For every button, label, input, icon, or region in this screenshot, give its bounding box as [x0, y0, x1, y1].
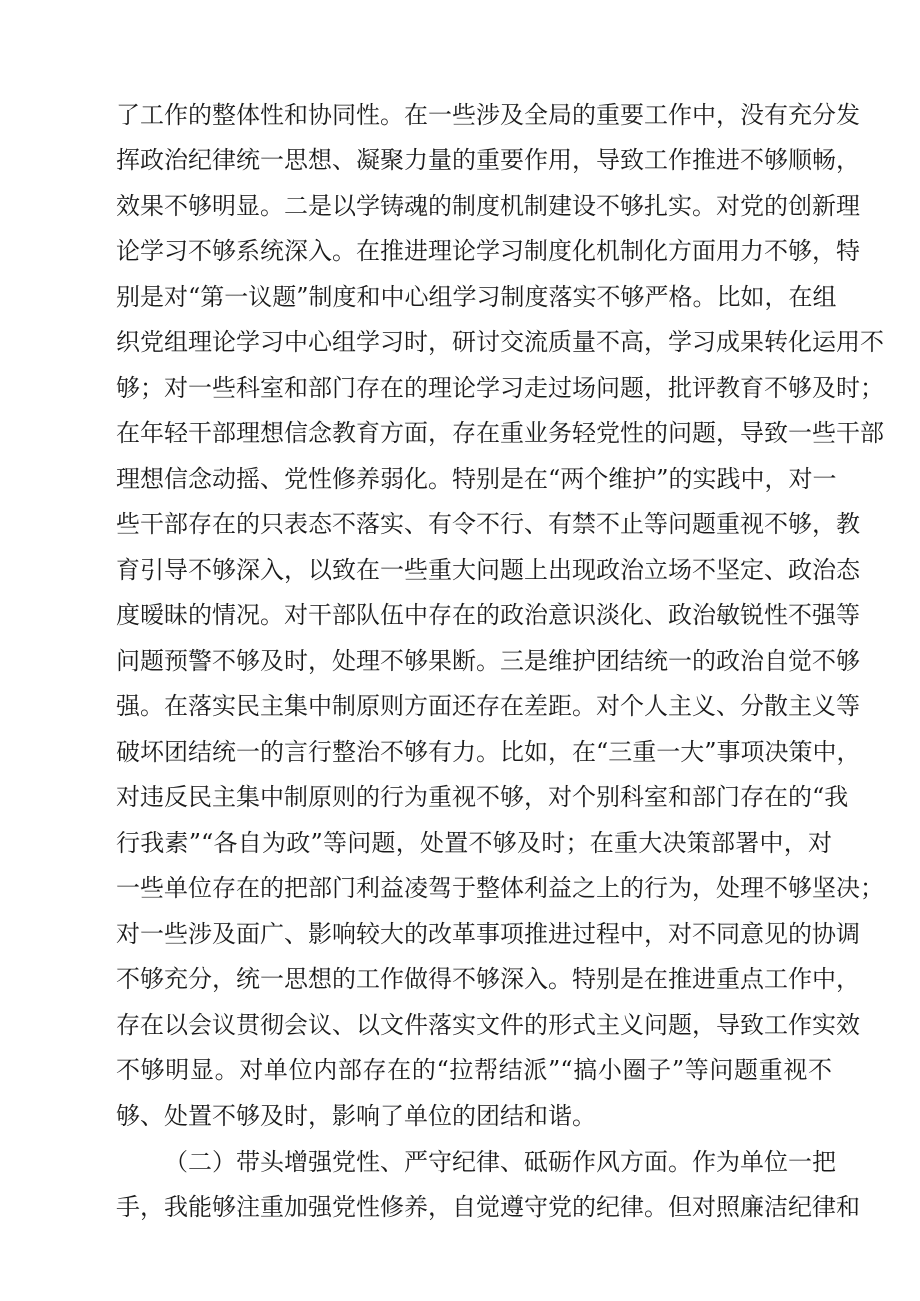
text-line: 育引导不够深入，以致在一些重大问题上出现政治立场不坚定、政治态 — [116, 556, 860, 584]
text-line: 些干部存在的只表态不落实、有令不行、有禁不止等问题重视不够，教 — [116, 510, 860, 538]
text-line: 破坏团结统一的言行整治不够有力。比如，在“三重一大”事项决策中， — [116, 738, 861, 766]
text-line: 手，我能够注重加强党性修养，自觉遵守党的纪律。但对照廉洁纪律和 — [116, 1193, 860, 1221]
text-line: 不够充分，统一思想的工作做得不够深入。特别是在推进重点工作中， — [116, 965, 860, 993]
text-line: 对一些涉及面广、影响较大的改革事项推进过程中，对不同意见的协调 — [116, 920, 860, 948]
text-line: 了工作的整体性和协同性。在一些涉及全局的重要工作中，没有充分发 — [116, 101, 860, 129]
section-heading-line: （二）带头增强党性、严守纪律、砥砺作风方面。作为单位一把 — [164, 1148, 836, 1176]
text-line: 挥政治纪律统一思想、凝聚力量的重要作用，导致工作推进不够顺畅， — [116, 146, 860, 174]
text-line: 别是对“第一议题”制度和中心组学习制度落实不够严格。比如，在组 — [116, 283, 837, 311]
text-line: 强。在落实民主集中制原则方面还存在差距。对个人主义、分散主义等 — [116, 692, 860, 720]
text-line: 不够明显。对单位内部存在的“拉帮结派”“搞小圈子”等问题重视不 — [116, 1056, 832, 1084]
text-line: 效果不够明显。二是以学铸魂的制度机制建设不够扎实。对党的创新理 — [116, 192, 860, 220]
text-line: 够、处置不够及时，影响了单位的团结和谐。 — [116, 1102, 596, 1130]
text-line: 度暧昧的情况。对干部队伍中存在的政治意识淡化、政治敏锐性不强等 — [116, 601, 860, 629]
text-line: 行我素”“各自为政”等问题，处置不够及时；在重大决策部署中，对 — [116, 829, 832, 857]
text-line: 问题预警不够及时，处理不够果断。三是维护团结统一的政治自觉不够 — [116, 647, 860, 675]
text-line: 织党组理论学习中心组学习时，研讨交流质量不高，学习成果转化运用不 — [116, 328, 884, 356]
text-line: 理想信念动摇、党性修养弱化。特别是在“两个维护”的实践中，对一 — [116, 465, 837, 493]
text-line: 在年轻干部理想信念教育方面，存在重业务轻党性的问题，导致一些干部 — [116, 419, 884, 447]
text-line: 论学习不够系统深入。在推进理论学习制度化机制化方面用力不够，特 — [116, 237, 860, 265]
text-line: 够；对一些科室和部门存在的理论学习走过场问题，批评教育不够及时； — [116, 374, 884, 402]
text-line: 存在以会议贯彻会议、以文件落实文件的形式主义问题，导致工作实效 — [116, 1011, 860, 1039]
text-line: 对违反民主集中制原则的行为重视不够，对个别科室和部门存在的“我 — [116, 783, 849, 811]
text-line: 一些单位存在的把部门利益凌驾于整体利益之上的行为，处理不够坚决； — [116, 874, 884, 902]
